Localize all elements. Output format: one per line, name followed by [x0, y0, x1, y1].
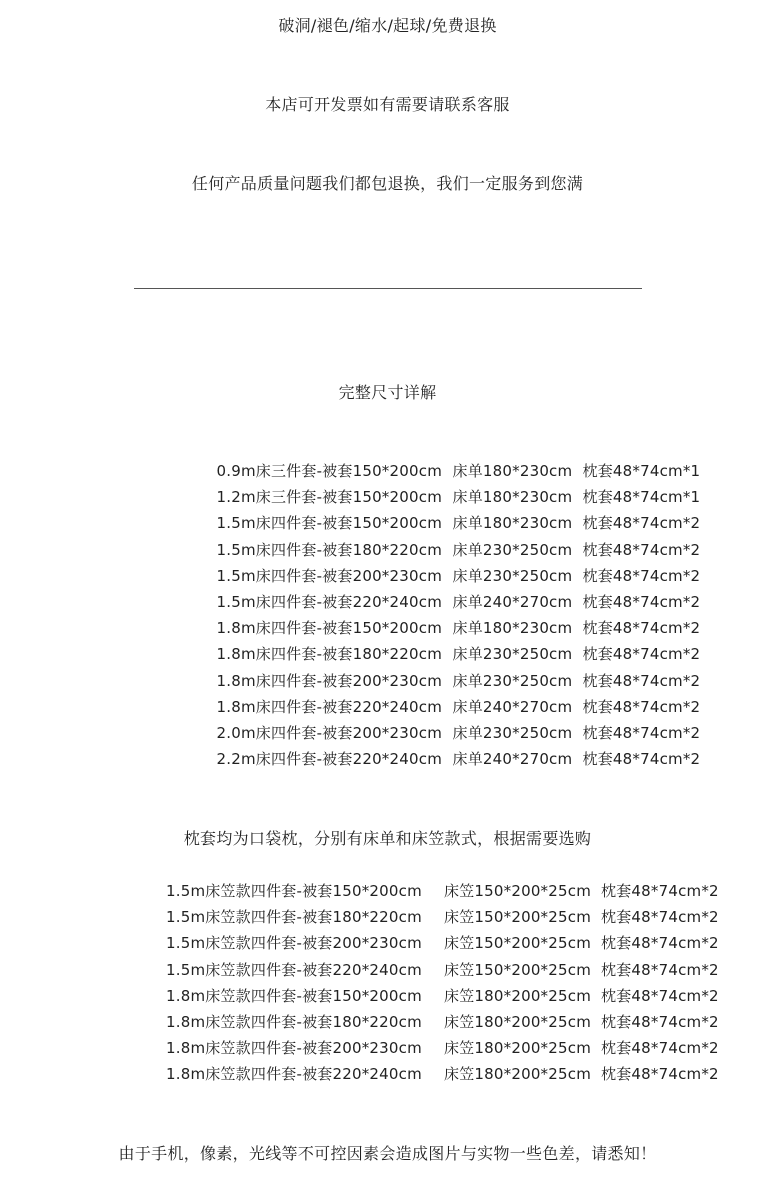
pillow-size-cell: 枕套48*74cm*2: [582, 540, 701, 559]
table-row: [112, 904, 775, 930]
set-size-cell: 1.8m床四件套-被套200*230cm: [216, 671, 442, 690]
sheet-size-cell: 床笠180*200*25cm: [444, 1039, 592, 1058]
table-row: [144, 746, 775, 772]
pillow-size-cell: 枕套48*74cm*2: [582, 697, 701, 716]
pillow-size-cell: 枕套48*74cm*2: [582, 645, 701, 664]
set-size-cell: 1.5m床四件套-被套200*230cm: [216, 566, 442, 585]
set-size-cell: 1.5m床笠款四件套-被套180*220cm: [166, 908, 422, 927]
sheet-size-cell: 床笠180*200*25cm: [444, 1065, 592, 1084]
table-row: [112, 1035, 775, 1061]
set-size-cell: 1.8m床四件套-被套150*200cm: [216, 619, 442, 638]
set-size-cell: 1.8m床笠款四件套-被套150*200cm: [166, 986, 422, 1005]
invoice-text: 本店可开发票如有需要请联系客服: [265, 95, 510, 114]
sheet-size-cell: 床单180*230cm: [452, 619, 573, 638]
table-row: [112, 1061, 775, 1087]
fitted-table: [0, 878, 775, 1088]
sheet-size-cell: 床笠150*200*25cm: [444, 882, 592, 900]
pillow-size-cell: 枕套48*74cm*1: [582, 488, 701, 507]
sheet-size-cell: 床笠150*200*25cm: [444, 934, 592, 953]
sheet-size-cell: 床单230*250cm: [452, 671, 573, 690]
pillow-size-cell: 枕套48*74cm*2: [582, 750, 701, 769]
pillow-size-cell: 枕套48*74cm*2: [601, 934, 719, 953]
sheet-size-cell: 床单240*270cm: [452, 592, 573, 611]
pillow-size-cell: 枕套48*74cm*2: [601, 986, 719, 1005]
sheet-size-cell: 床单240*270cm: [452, 750, 573, 769]
set-size-cell: 1.5m床四件套-被套180*220cm: [216, 540, 442, 559]
set-size-cell: 1.8m床笠款四件套-被套180*220cm: [166, 1012, 422, 1031]
sheet-size-cell: 床单180*230cm: [452, 462, 573, 480]
set-size-cell: 2.0m床四件套-被套200*230cm: [216, 723, 442, 742]
sheet-size-cell: 床单180*230cm: [452, 514, 573, 533]
table-row: [144, 589, 775, 615]
sheet-size-cell: 床笠150*200*25cm: [444, 960, 592, 979]
sizes-title: 完整尺寸详解: [338, 383, 437, 402]
set-size-cell: 0.9m床三件套-被套150*200cm: [216, 462, 442, 480]
set-size-cell: 1.5m床四件套-被套150*200cm: [216, 514, 442, 533]
pillow-size-cell: 枕套48*74cm*2: [582, 592, 701, 611]
sheet-size-cell: 床单240*270cm: [452, 697, 573, 716]
set-size-cell: 2.2m床四件套-被套220*240cm: [216, 750, 442, 769]
sheet-size-cell: 床单230*250cm: [452, 540, 573, 559]
service-text: 任何产品质量问题我们都包退换，我们一定服务到您满: [191, 174, 584, 193]
sheet-size-cell: 床单230*250cm: [452, 645, 573, 664]
pillow-size-cell: 枕套48*74cm*2: [601, 908, 719, 927]
set-size-cell: 1.8m床笠款四件套-被套220*240cm: [166, 1065, 422, 1084]
table-row: [144, 694, 775, 720]
table-row: [144, 484, 775, 510]
table-row: [144, 668, 775, 694]
set-size-cell: 1.5m床笠款四件套-被套220*240cm: [166, 960, 422, 979]
table-row: [112, 930, 775, 956]
set-size-cell: 1.5m床四件套-被套220*240cm: [216, 592, 442, 611]
pillow-size-cell: 枕套48*74cm*1: [582, 462, 701, 480]
table-row: [112, 878, 775, 904]
table-row: [144, 615, 775, 641]
set-size-cell: 1.5m床笠款四件套-被套200*230cm: [166, 934, 422, 953]
table-row: [144, 458, 775, 484]
pillow-size-cell: 枕套48*74cm*2: [582, 671, 701, 690]
sizes-table: [0, 458, 775, 772]
table-row: [144, 641, 775, 667]
pillow-size-cell: 枕套48*74cm*2: [601, 882, 719, 900]
table-row: [144, 563, 775, 589]
sheet-size-cell: 床单230*250cm: [452, 566, 573, 585]
pillow-size-cell: 枕套48*74cm*2: [601, 960, 719, 979]
section-divider: [134, 288, 642, 289]
pillow-size-cell: 枕套48*74cm*2: [582, 566, 701, 585]
table-row: [112, 1009, 775, 1035]
table-row: [144, 510, 775, 536]
pillow-size-cell: 枕套48*74cm*2: [582, 514, 701, 533]
pillow-size-cell: 枕套48*74cm*2: [582, 723, 701, 742]
set-size-cell: 1.8m床四件套-被套180*220cm: [216, 645, 442, 664]
table-row: [144, 720, 775, 746]
set-size-cell: 1.2m床三件套-被套150*200cm: [216, 488, 442, 507]
sheet-size-cell: 床笠150*200*25cm: [444, 908, 592, 927]
pillow-size-cell: 枕套48*74cm*2: [582, 619, 701, 638]
guarantee-text: 破洞/褪色/缩水/起球/免费退换: [278, 16, 497, 35]
sheet-size-cell: 床单180*230cm: [452, 488, 573, 507]
set-size-cell: 1.8m床笠款四件套-被套200*230cm: [166, 1039, 422, 1058]
table-row: [112, 957, 775, 983]
table-row: [144, 537, 775, 563]
fitted-note: 枕套均为口袋枕，分别有床单和床笠款式，根据需要选购: [183, 829, 592, 848]
table-row: [112, 983, 775, 1009]
sheet-size-cell: 床笠180*200*25cm: [444, 1012, 592, 1031]
set-size-cell: 1.5m床笠款四件套-被套150*200cm: [166, 882, 422, 900]
set-size-cell: 1.8m床四件套-被套220*240cm: [216, 697, 442, 716]
pillow-size-cell: 枕套48*74cm*2: [601, 1065, 719, 1084]
sheet-size-cell: 床单230*250cm: [452, 723, 573, 742]
sheet-size-cell: 床笠180*200*25cm: [444, 986, 592, 1005]
pillow-size-cell: 枕套48*74cm*2: [601, 1039, 719, 1058]
pillow-size-cell: 枕套48*74cm*2: [601, 1012, 719, 1031]
color-disclaimer: 由于手机，像素，光线等不可控因素会造成图片与实物一些色差，请悉知！: [118, 1144, 657, 1163]
